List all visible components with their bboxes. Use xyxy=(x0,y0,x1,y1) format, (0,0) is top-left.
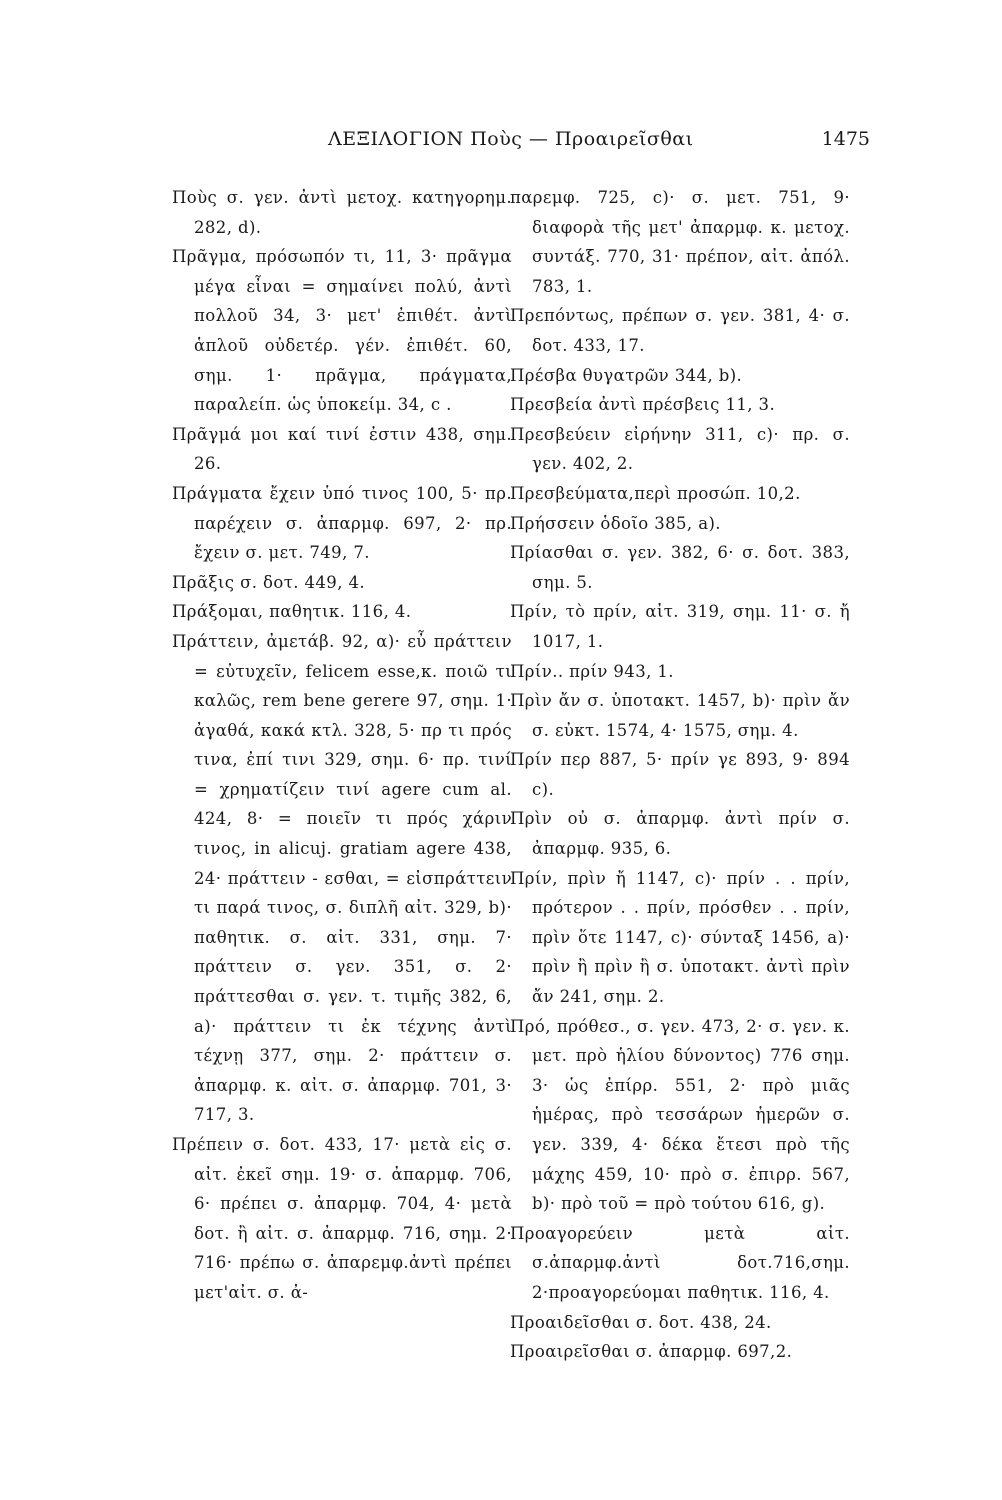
right-column xyxy=(510,183,850,1367)
entry: Πρᾶγμα, πρόσωπόν τι, 11, 3· πρᾶγμα μέγα εἶναι = σημαίνει πολύ, ἀντὶ πολλοῦ 34, 3· μετ' ἐπιθέτ. ἀντὶ ἁπλοῦ οὐδετέρ. γέν. ἐπιθέτ. 60, σημ. 1· πρᾶγμα, πράγματα, παραλείπ. ὡς ὑποκείμ. 34, c . xyxy=(172,247,512,415)
entry: Πρό, πρόθεσ., σ. γεν. 473, 2· σ. γεν. κ. μετ. πρὸ ἡλίου δύνοντος) 776 σημ. 3· ὡς ἐπίρρ. 551, 2· πρὸ μιᾶς ἡμέρας, πρὸ τεσσάρων ἡμερῶν σ. γεν. 339, 4· δέκα ἔτεσι πρὸ τῆς μάχης 459, 10· πρὸ σ. ἐπιρρ. 567, b)· πρὸ τοῦ = πρὸ τούτου 616, g). xyxy=(510,1016,850,1214)
entry: Πρίν.. πρίν 943, 1. xyxy=(510,661,674,681)
entry: Πρίν, τὸ πρίν, αἰτ. 319, σημ. 11· σ. ἤ 1017, 1. xyxy=(510,602,850,651)
entry: Προαιρεῖσθαι σ. ἀπαρμφ. 697,2. xyxy=(510,1342,793,1362)
entry: Πρὶν ἄν σ. ὑποτακτ. 1457, b)· πρὶν ἄν σ. εὐκτ. 1574, 4· 1575, σημ. 4. xyxy=(510,691,850,740)
entry: Πρεσβεία ἀντὶ πρέσβεις 11, 3. xyxy=(510,395,776,415)
entry: Πρίν, πρὶν ἤ 1147, c)· πρίν . . πρίν, πρότερον . . πρίν, πρόσθεν . . πρίν, πρὶν ὅτε 1147, c)· σύνταξ 1456, a)· πρὶν ἢ πρὶν ἢ σ. ὑποτακτ. ἀντὶ πρὶν ἄν 241, σημ. 2. xyxy=(510,868,850,1007)
entry: Πρέσβα θυγατρῶν 344, b). xyxy=(510,365,743,385)
entry: Πρεπόντως, πρέπων σ. γεν. 381, 4· σ. δοτ. 433, 17. xyxy=(510,306,850,355)
entry: Πρᾶγμά μοι καί τινί ἐστιν 438, σημ. 26. xyxy=(172,424,512,474)
entry: Πρᾶξις σ. δοτ. 449, 4. xyxy=(172,572,366,592)
entry: Ποὺς σ. γεν. ἀντὶ μετοχ. κατηγορημ. 282, d). xyxy=(172,188,512,237)
entry: Πρίν περ 887, 5· πρίν γε 893, 9· 894 c). xyxy=(510,750,850,799)
entry: παρεμφ. 725, c)· σ. μετ. 751, 9· διαφορὰ τῆς μετ' ἀπαρμφ. κ. μετοχ. συντάξ. 770, 31· πρέπον, αἰτ. ἀπόλ. 783, 1. xyxy=(510,188,850,296)
page-number: 1475 xyxy=(821,128,870,150)
entry: Πράξομαι, παθητικ. 116, 4. xyxy=(172,602,412,622)
entry: Πρεσβεύματα,περὶ προσώπ. 10,2. xyxy=(510,483,801,503)
entry: Πρέπειν σ. δοτ. 433, 17· μετὰ εἰς σ. αἰτ. ἐκεῖ σημ. 19· σ. ἀπαρμφ. 706, 6· πρέπει σ. ἀπαρμφ. 704, 4· μετὰ δοτ. ἢ αἰτ. σ. ἀπαρμφ. 716, σημ. 2· 716· πρέπω σ. ἀπαρεμφ.ἀντὶ πρέπει μετ'αἰτ. σ. ἀ- xyxy=(172,1135,512,1302)
running-header xyxy=(160,128,870,162)
entry: Πρίασθαι σ. γεν. 382, 6· σ. δοτ. 383, σημ. 5. xyxy=(510,543,850,592)
header-title: ΛΕΞΙΛΟΓΙΟΝ Ποὺς — Προαιρεῖσθαι xyxy=(328,128,694,150)
entry: Προαιδεῖσθαι σ. δοτ. 438, 24. xyxy=(510,1312,772,1332)
entry: Πρὶν οὐ σ. ἀπαρμφ. ἀντὶ πρίν σ. ἀπαρμφ. 935, 6. xyxy=(510,809,850,859)
entry: Πράγματα ἔχειν ὑπό τινος 100, 5· πρ. παρέχειν σ. ἀπαρμφ. 697, 2· πρ. ἔχειν σ. μετ. 749, 7. xyxy=(172,483,512,563)
entry: Πρήσσειν ὁδοῖο 385, a). xyxy=(510,513,721,533)
left-column xyxy=(172,183,512,1308)
entry: Προαγορεύειν μετὰ αἰτ. σ.ἀπαρμφ.ἀντὶ δοτ.716,σημ. 2·προαγορεύομαι παθητικ. 116, 4. xyxy=(510,1223,850,1302)
entry: Πράττειν, ἀμετάβ. 92, α)· εὖ πράττειν = εὐτυχεῖν, felicem esse,κ. ποιῶ τι καλῶς, rem bene gerere 97, σημ. 1· ἀγαθά, κακά κτλ. 328, 5· πρ τι πρός τινα, ἐπί τινι 329, σημ. 6· πρ. τινί = χρηματίζειν τινί agere cum al. 424, 8· = ποιεῖν τι πρός χάριν τινος, in alicuj. gratiam agere 438, 24· πράττειν - εσθαι, = εἰσπράττειν τι παρά τινος, σ. διπλῆ αἰτ. 329, b)· παθητικ. σ. αἰτ. 331, σημ. 7· πράττειν σ. γεν. 351, σ. 2· πράττεσθαι σ. γεν. τ. τιμῆς 382, 6, a)· πράττειν τι ἐκ τέχνης ἀντὶ τέχνῃ 377, σημ. 2· πράττειν σ. ἀπαρμφ. κ. αἰτ. σ. ἀπαρμφ. 701, 3· 717, 3. xyxy=(172,631,512,1125)
entry: Πρεσβεύειν εἰρήνην 311, c)· πρ. σ. γεν. 402, 2. xyxy=(510,424,850,474)
